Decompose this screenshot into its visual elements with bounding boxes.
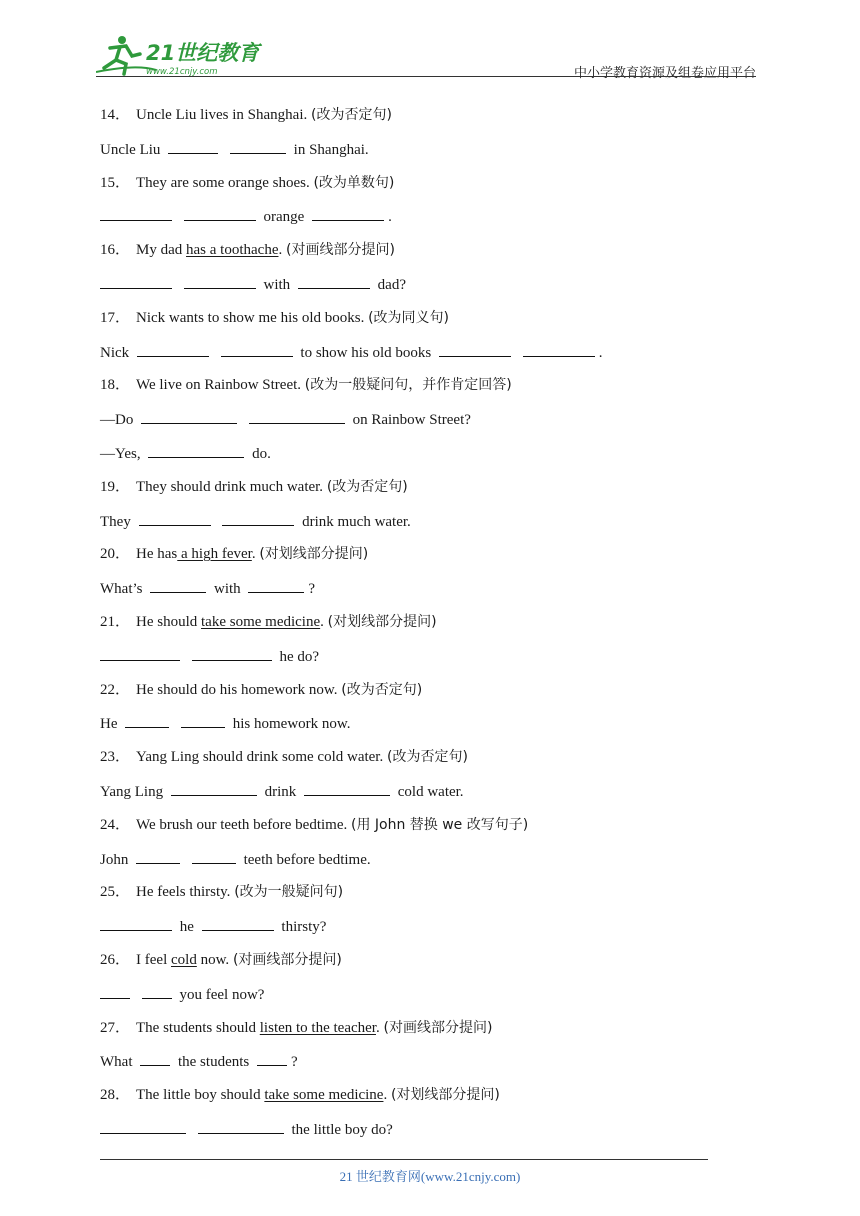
answer-blank[interactable] (230, 138, 286, 154)
question-20: 20． He has a high fever. (对划线部分提问) (100, 546, 369, 563)
question-27: 27． The students should listen to the teacher. (对画线部分提问) (100, 1019, 493, 1036)
answer-blank[interactable] (312, 205, 384, 221)
question-18: 18． We live on Rainbow Street. (改为一般疑问句，并作肯定回答) (100, 377, 512, 394)
header-divider (96, 76, 756, 77)
answer-20: What’s with ? (100, 577, 760, 611)
answer-22: He his homework now. (100, 712, 760, 746)
page-header (96, 30, 756, 80)
logo (96, 34, 266, 78)
answer-blank[interactable] (100, 205, 172, 221)
answer-blank[interactable] (184, 205, 256, 221)
answer-28: the little boy do? (100, 1118, 760, 1152)
question-19: 19． They should drink much water. (改为否定句) (100, 478, 408, 495)
answer-18a: —Do on Rainbow Street? (100, 408, 760, 442)
answer-15: orange . (100, 205, 760, 239)
answer-blank[interactable] (257, 1050, 287, 1066)
question-17: 17． Nick wants to show me his old books. (改为同义句) (100, 309, 450, 326)
question-28: 28． The little boy should take some medicine. (对划线部分提问) (100, 1087, 500, 1104)
question-list (100, 104, 760, 1152)
answer-blank[interactable] (304, 780, 390, 796)
answer-23: Yang Ling drink cold water. (100, 780, 760, 814)
answer-blank[interactable] (139, 510, 211, 526)
answer-blank[interactable] (140, 1050, 170, 1066)
answer-blank[interactable] (523, 341, 595, 357)
footer-divider (100, 1159, 708, 1160)
answer-21: he do? (100, 645, 760, 679)
answer-14: Uncle Liu in Shanghai. (100, 138, 760, 172)
answer-blank[interactable] (100, 1118, 186, 1134)
question-16: 16． My dad has a toothache. (对画线部分提问) (100, 242, 395, 259)
answer-27: What the students ? (100, 1050, 760, 1084)
answer-blank[interactable] (171, 780, 257, 796)
answer-blank[interactable] (141, 408, 237, 424)
answer-blank[interactable] (137, 341, 209, 357)
question-25: 25． He feels thirsty. (改为一般疑问句) (100, 884, 344, 901)
answer-18b: —Yes, do. (100, 442, 760, 476)
answer-blank[interactable] (298, 273, 370, 289)
answer-blank[interactable] (222, 510, 294, 526)
answer-25: he thirsty? (100, 915, 760, 949)
answer-blank[interactable] (136, 848, 180, 864)
question-26: 26． I feel cold now. (对画线部分提问) (100, 951, 342, 968)
question-24: 24． We brush our teeth before bedtime. (用 John 替换 we 改写句子) (100, 816, 529, 833)
answer-blank[interactable] (192, 645, 272, 661)
answer-17: Nick to show his old books . (100, 341, 760, 375)
answer-blank[interactable] (100, 915, 172, 931)
answer-blank[interactable] (192, 848, 236, 864)
answer-blank[interactable] (100, 273, 172, 289)
answer-blank[interactable] (100, 645, 180, 661)
answer-blank[interactable] (198, 1118, 284, 1134)
answer-blank[interactable] (150, 577, 206, 593)
question-23: 23． Yang Ling should drink some cold water. (改为否定句) (100, 749, 468, 766)
footer-text[interactable]: 21 世纪教育网(www.21cnjy.com) (339, 1169, 521, 1184)
answer-blank[interactable] (125, 712, 169, 728)
question-21: 21． He should take some medicine. (对划线部分提问) (100, 613, 437, 630)
answer-26: you feel now? (100, 983, 760, 1017)
question-15: 15． They are some orange shoes. (改为单数句) (100, 174, 395, 191)
answer-blank[interactable] (181, 712, 225, 728)
question-22: 22． He should do his homework now. (改为否定句) (100, 681, 423, 698)
answer-24: John teeth before bedtime. (100, 848, 760, 882)
answer-blank[interactable] (148, 442, 244, 458)
answer-16: with dad? (100, 273, 760, 307)
header-platform-text: 中小学教育资源及组卷应用平台 (573, 66, 756, 81)
answer-blank[interactable] (184, 273, 256, 289)
answer-blank[interactable] (202, 915, 274, 931)
answer-blank[interactable] (248, 577, 304, 593)
svg-text:21世纪教育: 21世纪教育 (146, 41, 260, 65)
answer-blank[interactable] (168, 138, 218, 154)
question-14: 14． Uncle Liu lives in Shanghai. (改为否定句) (100, 107, 392, 123)
answer-19: They drink much water. (100, 510, 760, 544)
answer-blank[interactable] (142, 983, 172, 999)
answer-blank[interactable] (100, 983, 130, 999)
answer-blank[interactable] (221, 341, 293, 357)
answer-blank[interactable] (439, 341, 511, 357)
answer-blank[interactable] (249, 408, 345, 424)
svg-text:www.21cnjy.com: www.21cnjy.com (146, 67, 218, 77)
